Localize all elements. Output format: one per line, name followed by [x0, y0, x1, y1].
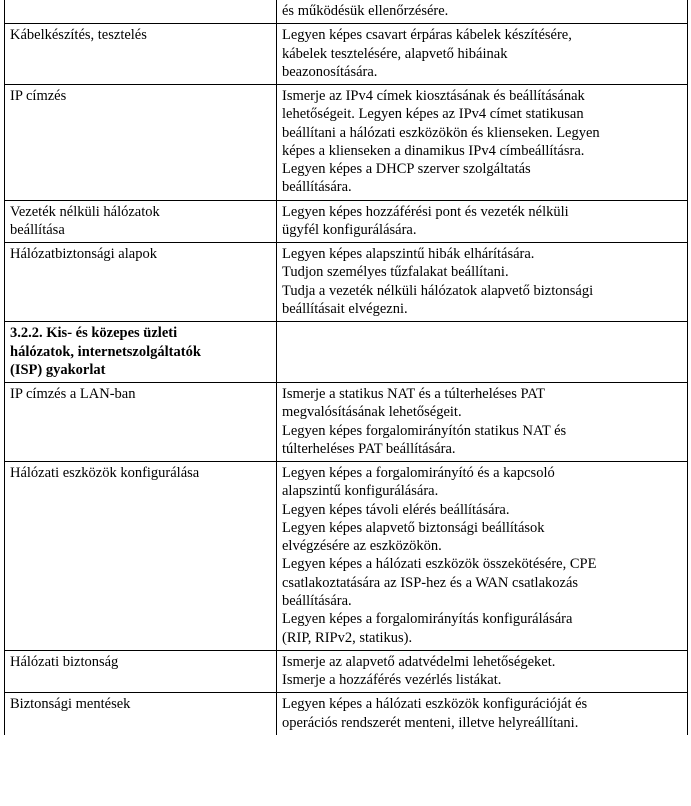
table-row	[5, 24, 688, 85]
requirement-cell	[277, 0, 688, 24]
requirement-cell	[277, 322, 688, 383]
section-heading-line: 3.2.2. Kis- és közepes üzleti	[10, 325, 178, 342]
topic-cell	[5, 24, 277, 85]
topic-cell	[5, 383, 277, 462]
section-heading-line: (ISP) gyakorlat	[10, 361, 106, 378]
table-row	[5, 85, 688, 201]
topic-line: beállítása	[10, 221, 65, 238]
requirement-cell	[277, 650, 688, 693]
requirement-line: Ismerje a hozzáférés vezérlés listákat.	[282, 672, 502, 689]
table-row	[5, 383, 688, 462]
table-row	[5, 0, 688, 24]
requirement-cell	[277, 462, 688, 651]
requirement-line: operációs rendszerét menteni, illetve helyreállítani.	[282, 714, 579, 731]
requirement-line: Legyen képes hozzáférési pont és vezeték nélküli	[282, 203, 569, 220]
requirement-line: lehetőségeit. Legyen képes az IPv4 címet statikusan	[282, 106, 584, 123]
requirement-line: beazonosítására.	[282, 63, 378, 80]
table-row	[5, 650, 688, 693]
topic-cell	[5, 693, 277, 735]
requirement-line: Ismerje az IPv4 címek kiosztásának és beállításának	[282, 88, 585, 105]
requirement-line: ügyfél konfigurálására.	[282, 221, 417, 238]
requirement-line: Tudja a vezeték nélküli hálózatok alapvető biztonsági	[282, 282, 594, 299]
requirement-line: Legyen képes alapvető biztonsági beállítások	[282, 519, 545, 536]
requirements-table	[4, 0, 688, 735]
table-row	[5, 693, 688, 735]
topic-line: Biztonsági mentések	[10, 696, 131, 713]
requirement-line: Legyen képes a forgalomirányítás konfigurálására	[282, 611, 573, 628]
requirement-line: Ismerje az alapvető adatvédelmi lehetőségeket.	[282, 653, 556, 670]
requirement-cell	[277, 383, 688, 462]
topic-line: IP címzés a LAN-ban	[10, 386, 136, 403]
requirement-cell	[277, 243, 688, 322]
topic-line: Kábelkészítés, tesztelés	[10, 27, 147, 44]
requirement-line: megvalósításának lehetőségeit.	[282, 404, 462, 421]
topic-cell	[5, 200, 277, 243]
requirement-line: beállításait elvégezni.	[282, 300, 408, 317]
requirement-line: Legyen képes távoli elérés beállítására.	[282, 501, 510, 518]
table-body	[5, 0, 688, 735]
requirement-line: Legyen képes a forgalomirányító és a kapcsoló	[282, 465, 555, 482]
requirement-line: beállítani a hálózati eszközökön és klienseken. Legyen	[282, 124, 600, 141]
requirement-cell	[277, 693, 688, 735]
topic-line: Vezeték nélküli hálózatok	[10, 203, 160, 220]
topic-line: IP címzés	[10, 88, 67, 105]
requirement-cell	[277, 85, 688, 201]
topic-line: Hálózati eszközök konfigurálása	[10, 465, 200, 482]
requirement-line: alapszintű konfigurálására.	[282, 483, 439, 500]
table-row	[5, 462, 688, 651]
requirement-line: Ismerje a statikus NAT és a túlterheléses PAT	[282, 386, 545, 403]
topic-cell	[5, 462, 277, 651]
topic-cell	[5, 0, 277, 24]
topic-line: Hálózati biztonság	[10, 653, 119, 670]
requirement-line: beállítására.	[282, 179, 352, 196]
requirement-line: Legyen képes a hálózati eszközök konfigurációját és	[282, 696, 588, 713]
requirement-line: túlterheléses PAT beállítására.	[282, 440, 456, 457]
requirement-line: és működésük ellenőrzésére.	[282, 3, 449, 19]
topic-line: Hálózatbiztonsági alapok	[10, 246, 157, 263]
requirement-line: elvégzésére az eszközökön.	[282, 538, 442, 555]
requirement-line: Legyen képes forgalomirányítón statikus NAT és	[282, 422, 567, 439]
requirement-line: Legyen képes a DHCP szerver szolgáltatás	[282, 161, 531, 178]
requirement-cell	[277, 200, 688, 243]
requirement-line: (RIP, RIPv2, statikus).	[282, 629, 413, 646]
table-row	[5, 200, 688, 243]
requirement-line: Tudjon személyes tűzfalakat beállítani.	[282, 264, 509, 281]
topic-cell	[5, 85, 277, 201]
requirement-line: csatlakoztatására az ISP-hez és a WAN csatlakozás	[282, 574, 579, 591]
section-heading-line: hálózatok, internetszolgáltatók	[10, 343, 201, 360]
section-heading-cell	[5, 322, 277, 383]
requirement-line: beállítására.	[282, 592, 352, 609]
requirement-line: kábelek tesztelésére, alapvető hibáinak	[282, 45, 508, 62]
table-row-section-heading	[5, 322, 688, 383]
requirement-line: Legyen képes a hálózati eszközök összekötésére, CPE	[282, 556, 597, 573]
requirement-line: Legyen képes csavart érpáras kábelek készítésére,	[282, 27, 572, 44]
topic-cell	[5, 243, 277, 322]
requirement-line: képes a klienseken a dinamikus IPv4 címbeállításra.	[282, 142, 585, 159]
requirement-cell	[277, 24, 688, 85]
table-row	[5, 243, 688, 322]
requirement-line: Legyen képes alapszintű hibák elhárítására.	[282, 246, 535, 263]
topic-cell	[5, 650, 277, 693]
